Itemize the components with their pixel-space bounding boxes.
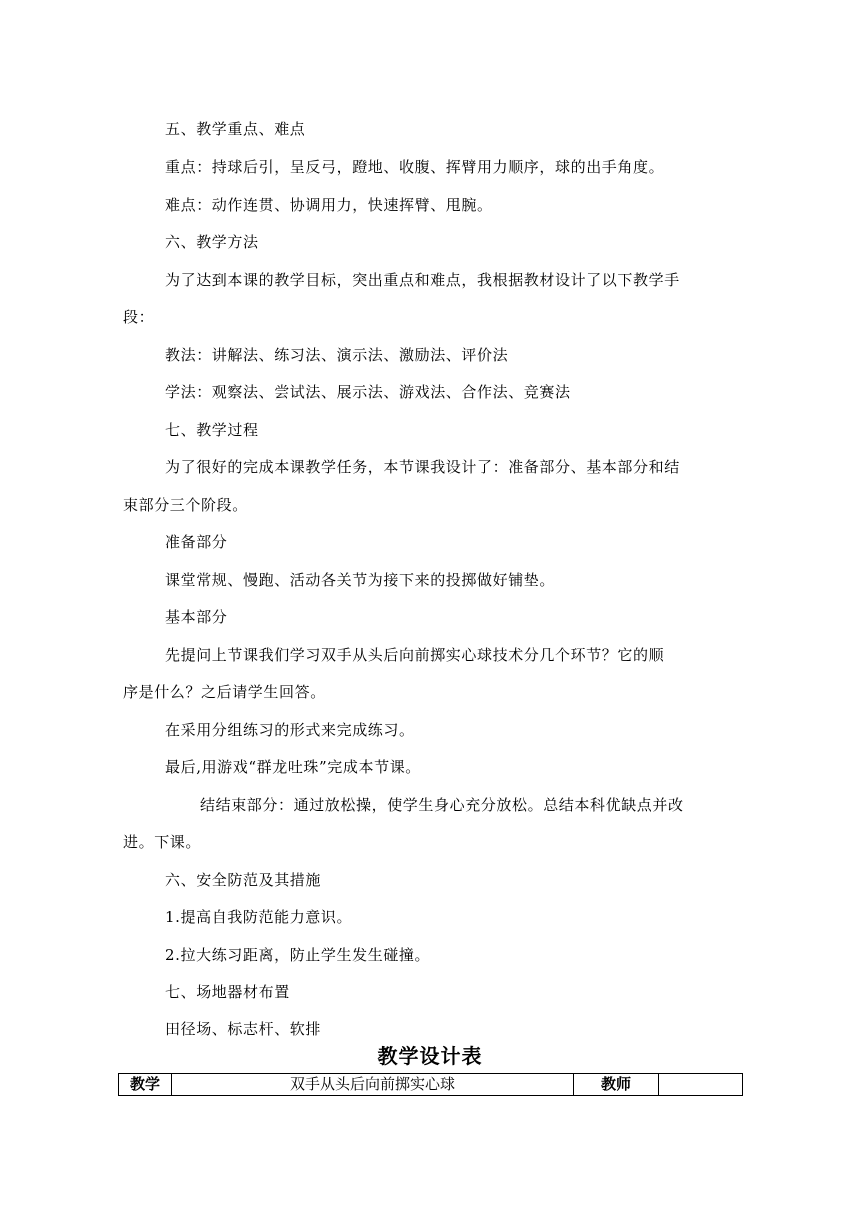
paragraph-line: 先提问上节课我们学习双手从头后向前掷实心球技术分几个环节？它的顺 xyxy=(165,646,665,664)
paragraph-line: 束部分三个阶段。 xyxy=(123,496,248,514)
paragraph-line: 重点：持球后引，呈反弓，蹬地、收腹、挥臂用力顺序，球的出手角度。 xyxy=(165,158,665,176)
subsection-heading: 准备部分 xyxy=(165,533,228,551)
section-heading: 五、教学重点、难点 xyxy=(165,120,306,138)
paragraph-line: 为了很好的完成本课教学任务，本节课我设计了：准备部分、基本部分和结 xyxy=(165,458,680,476)
paragraph-line: 教法：讲解法、练习法、演示法、激励法、评价法 xyxy=(165,346,509,364)
paragraph-line: 进。下课。 xyxy=(123,833,202,851)
paragraph-line: 结结束部分：通过放松操，使学生身心充分放松。总结本科优缺点并改 xyxy=(200,796,684,814)
content-value-cell: 双手从头后向前掷实心球 xyxy=(172,1074,574,1096)
paragraph-line: 段： xyxy=(123,308,155,326)
paragraph-line: 难点：动作连贯、协调用力，快速挥臂、甩腕。 xyxy=(165,196,493,214)
teacher-value-cell xyxy=(659,1074,743,1096)
paragraph-line: 为了达到本课的教学目标，突出重点和难点，我根据教材设计了以下教学手 xyxy=(165,271,680,289)
table-row xyxy=(119,1074,743,1096)
paragraph-line: 学法：观察法、尝试法、展示法、游戏法、合作法、竞赛法 xyxy=(165,383,571,401)
section-heading: 七、场地器材布置 xyxy=(165,983,290,1001)
paragraph-line: 序是什么？之后请学生回答。 xyxy=(123,683,326,701)
section-heading: 六、教学方法 xyxy=(165,233,259,251)
list-item: 1.提高自我防范能力意识。 xyxy=(165,908,353,926)
paragraph-line: 课堂常规、慢跑、活动各关节为接下来的投掷做好铺垫。 xyxy=(165,571,556,589)
content-label-cell: 教学 xyxy=(119,1074,172,1096)
section-heading: 七、教学过程 xyxy=(165,421,259,439)
paragraph-line: 田径场、标志杆、软排 xyxy=(165,1020,322,1038)
section-heading: 六、安全防范及其措施 xyxy=(165,871,322,889)
subsection-heading: 基本部分 xyxy=(165,608,228,626)
teacher-label-cell: 教师 xyxy=(574,1074,659,1096)
paragraph-line: 最后,用游戏“群龙吐珠”完成本节课。 xyxy=(165,758,421,776)
paragraph-line: 在采用分组练习的形式来完成练习。 xyxy=(165,721,415,739)
table-title: 教学设计表 xyxy=(377,1044,483,1068)
list-item: 2.拉大练习距离，防止学生发生碰撞。 xyxy=(165,946,431,964)
teaching-design-table xyxy=(118,1073,743,1096)
